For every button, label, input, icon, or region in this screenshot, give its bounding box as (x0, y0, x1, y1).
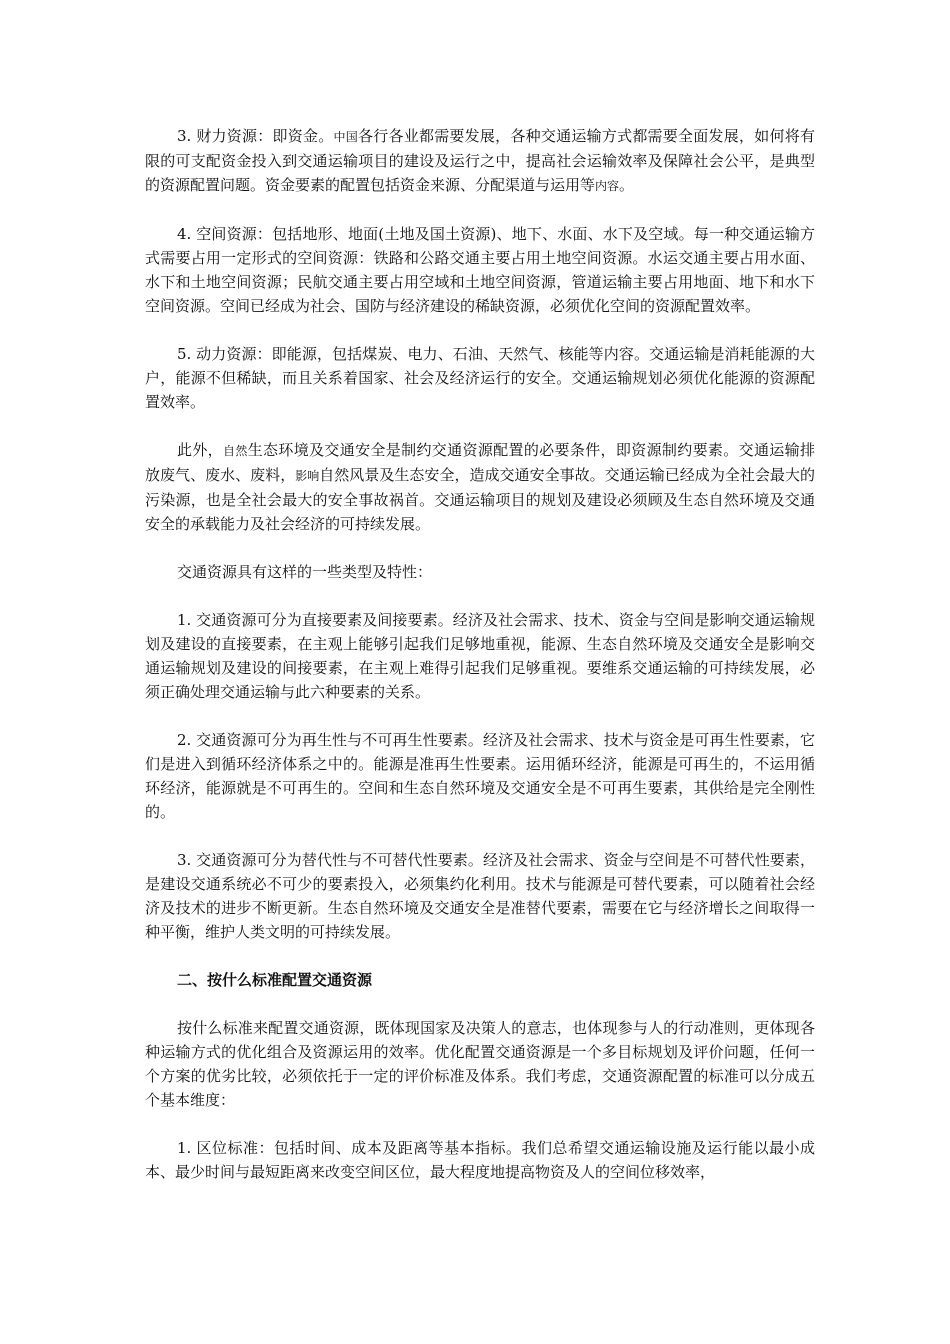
heading-text: 二、按什么标准配置交通资源 (177, 971, 373, 989)
text-segment: 交通资源具有这样的一些类型及特性： (177, 563, 433, 581)
text-segment: 生态环境及交通安全是制约交通资源配置的必要条件，即资源制约要素。交通运输排放废气、废水、废料， (145, 441, 815, 484)
text-segment: 自然风景及生态安全，造成交通安全事故。交通运输已经成为全社会最大的污染源，也是全社会最大的安全事故祸首。交通运输项目的规划及建设必须顾及生态自然环境及交通安全的承载能力及社会经济的可持续发展。 (145, 466, 815, 533)
text-segment: 2. 交通资源可分为再生性与不可再生性要素。经济及社会需求、技术与资金是可再生性要素，它们是进入到循环经济体系之中的。能源是准再生性要素。运用循环经济，能源是可再生的，不运用循环经济，能源就是不可再生的。空间和生态自然环境及交通安全是不可再生要素，其供给是完全刚性的。 (145, 731, 815, 821)
section-heading (145, 968, 815, 992)
paragraph-space-resources (145, 222, 815, 318)
paragraph-power-resources (145, 342, 815, 414)
paragraph-financial-resources (145, 124, 815, 198)
text-segment: 5. 动力资源：即能源，包括煤炭、电力、石油、天然气、核能等内容。交通运输是消耗能源的大户，能源不但稀缺，而且关系着国家、社会及经济运行的安全。交通运输规划必须优化能源的资源配置效率。 (145, 345, 815, 411)
paragraph-type-direct-indirect (145, 608, 815, 704)
paragraph-type-substitutable (145, 848, 815, 944)
text-segment-small: 自然 (223, 444, 248, 458)
paragraph-types-intro (145, 560, 815, 584)
paragraph-standards-intro (145, 1016, 815, 1112)
text-segment: 。 (619, 176, 635, 194)
text-segment: 3. 交通资源可分为替代性与不可替代性要素。经济及社会需求、资金与空间是不可替代性要素，是建设交通系统必不可少的要素投入，必须集约化利用。技术与能源是可替代要素，可以随着社会经济及技术的进步不断更新。生态自然环境及交通安全是准替代要素，需要在它与经济增长之间取得一种平衡，维护人类文明的可持续发展。 (145, 851, 815, 941)
text-segment: 1. 交通资源可分为直接要素及间接要素。经济及社会需求、技术、资金与空间是影响交通运输规划及建设的直接要素，在主观上能够引起我们足够地重视，能源、生态自然环境及交通安全是影响交通运输规划及建设的间接要素，在主观上难得引起我们足够重视。要维系交通运输的可持续发展，必须正确处理交通运输与此六种要素的关系。 (145, 611, 815, 701)
text-segment-small: 中国 (333, 130, 358, 144)
text-segment: 4. 空间资源：包括地形、地面(土地及国土资源)、地下、水面、水下及空域。每一种交通运输方式需要占用一定形式的空间资源：铁路和公路交通主要占用土地空间资源。水运交通主要占用水面、水下和土地空间资源；民航交通主要占用空域和土地空间资源，管道运输主要占用地面、地下和水下空间资源。空间已经成为社会、国防与经济建设的稀缺资源，必须优化空间的资源配置效率。 (145, 225, 815, 315)
text-segment: 3. 财力资源：即资金。 (177, 127, 334, 145)
paragraph-type-renewable (145, 728, 815, 824)
paragraph-constraints (145, 438, 815, 536)
text-segment: 按什么标准来配置交通资源，既体现国家及决策人的意志，也体现参与人的行动准则，更体现各种运输方式的优化组合及资源运用的效率。优化配置交通资源是一个多目标规划及评价问题，任何一个方案的优劣比较，必须依托于一定的评价标准及体系。我们考虑，交通资源配置的标准可以分成五个基本维度： (145, 1019, 815, 1109)
document-page (145, 124, 815, 1208)
paragraph-location-standard (145, 1136, 815, 1184)
text-segment: 1. 区位标准：包括时间、成本及距离等基本指标。我们总希望交通运输设施及运行能以最小成本、最少时间与最短距离来改变空间区位，最大程度地提高物资及人的空间位移效率， (145, 1139, 815, 1181)
text-segment-small: 影响 (295, 469, 320, 483)
text-segment: 各行各业都需要发展，各种交通运输方式都需要全面发展，如何将有限的可支配资金投入到交通运输项目的建设及运行之中，提高社会运输效率及保障社会公平，是典型的资源配置问题。资金要素的配置包括资金来源、分配渠道与运用等 (145, 127, 815, 194)
text-segment-small: 内容 (595, 179, 620, 193)
text-segment: 此外， (177, 441, 224, 459)
